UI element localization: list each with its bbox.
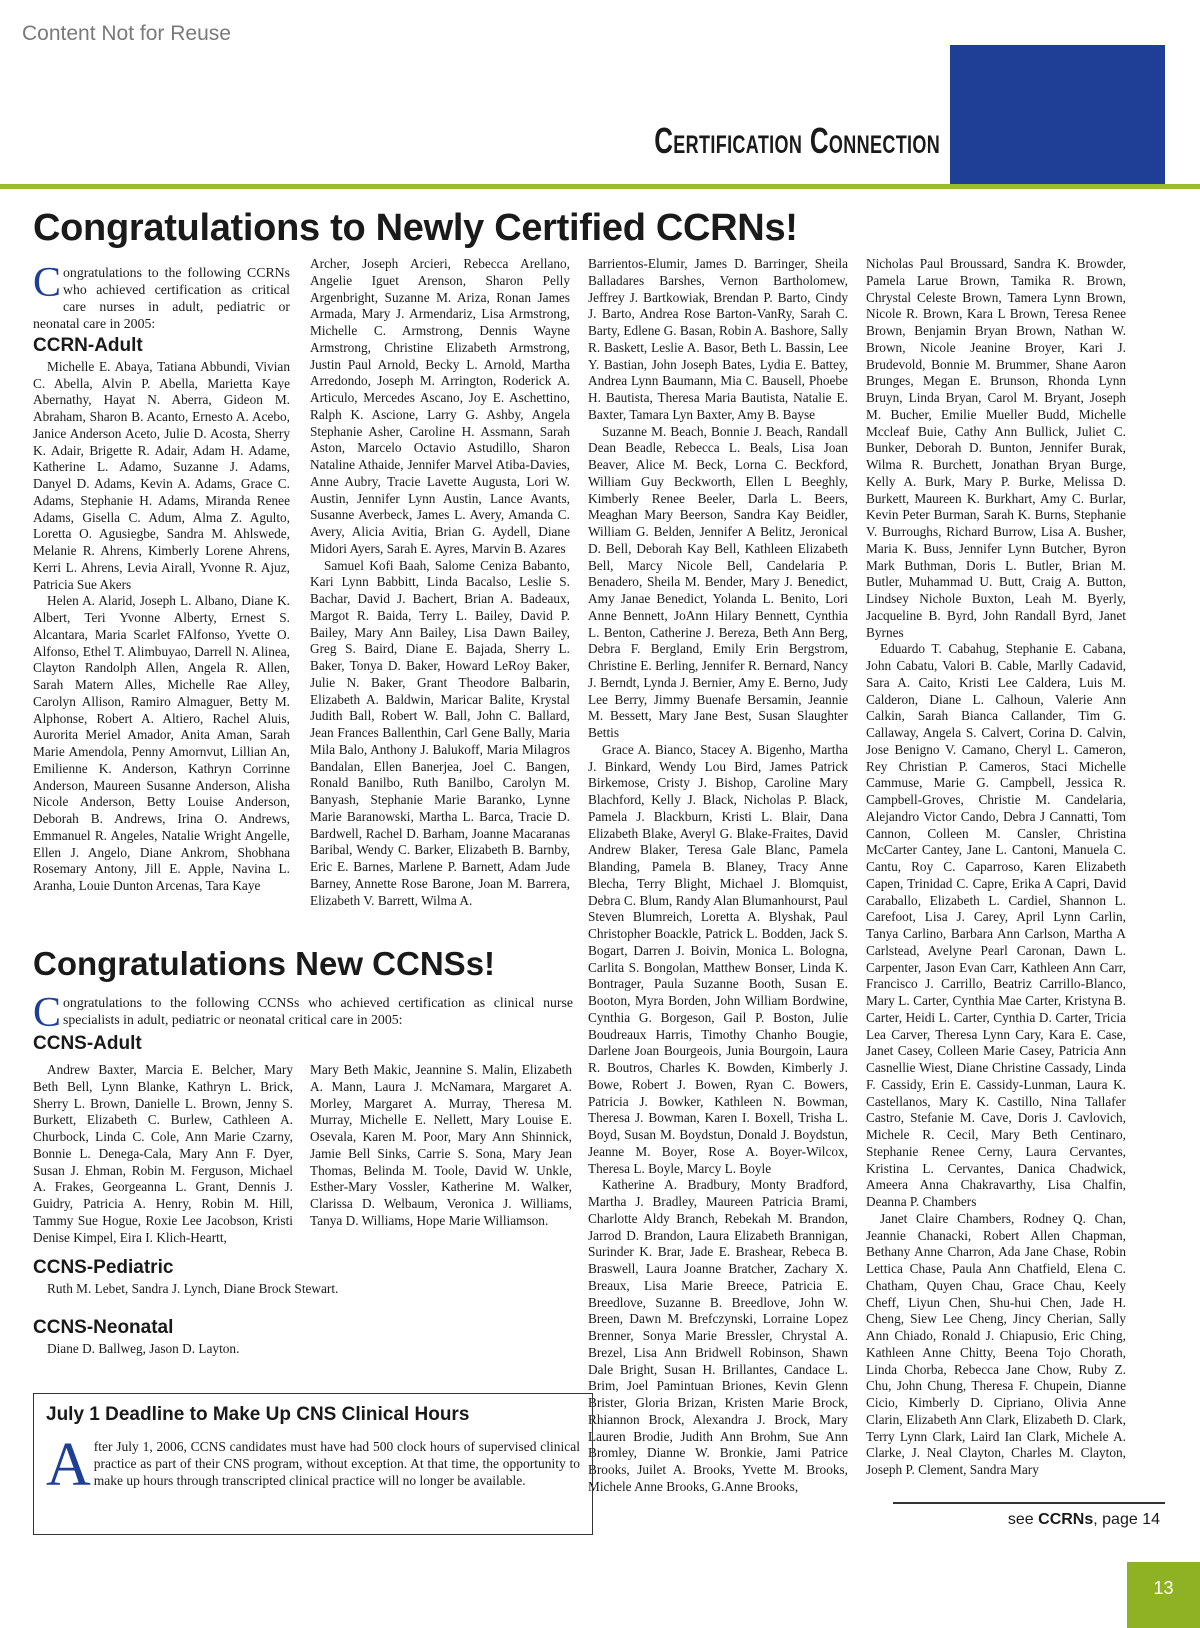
name-paragraph: Archer, Joseph Arcieri, Rebecca Arellano, Angelie Iguet Arenson, Sharon Pelly Argenbright, Suzanne M. Ariza, Ronan James Armada, Mary J. Armendariz, Lisa Armstrong, Michelle C. Armstrong, Dennis Wayne Armstrong, Christine Elizabeth Armstrong, Justin Paul Arnold, Becky L. Arnold, Martha Arredondo, Joseph M. Arrington, Roderick A. Articulo, Mercedes Ascano, Joy E. Aschettino, Ralph K. Ascione, Larry G. Ashby, Angela Stephanie Asher, Caroline H. Assmann, Sarah Aston, Marcelo Octavio Astudillo, Sharon Nataline Athaide, Jennifer Marvel Atiba-Davies, Anne Aubry, Tracie Lavette Augusta, Lori W. Austin, Jennifer Lynn Austin, Lance Avants, Susanne Averbeck, James L. Avery, Amanda C. Avery, Alicia Avitia, Brian G. Aydell, Diane Midori Ayers, Sarah E. Ayres, Marvin B. Azares xyxy=(310,256,570,556)
ccns-neonatal xyxy=(33,1314,573,1358)
deadline-box xyxy=(33,1393,593,1535)
ccrn-column-4 xyxy=(866,256,1126,1479)
watermark: Content Not for Reuse xyxy=(22,22,231,45)
see-ref xyxy=(1008,1511,1160,1529)
name-paragraph: Nicholas Paul Broussard, Sandra K. Browder, Pamela Larue Brown, Tamika R. Brown, Chrystal Celeste Brown, Tamera Lynn Brown, Nicole R. Brown, Kara L Brown, Teresa Renee Brown, Benjamin Bryan Brown, Nathan W. Brown, Nicole Jeanine Broyer, Kari J. Brudevold, Bonnie M. Brummer, Shane Aaron Brunges, Megan E. Brunson, Rhonda Lynn Bruyn, Linda Bryan, Carol M. Bryant, Joseph M. Bucher, Emilie Mueller Budd, Michelle Mccleaf Buie, Cathy Ann Bullick, Juliet C. Bunker, Deborah D. Bunton, Jennifer Burak, Wilma R. Burchett, Jonathan Bryan Burge, Kelly A. Burk, Mary P. Burke, Melissa D. Burkett, Maureen K. Burkhart, Amy C. Burlar, Kevin Peter Burman, Sarah K. Burns, Stephanie V. Burroughs, Richard Burrow, Lisa A. Busher, Maria K. Buss, Jennifer Lynn Butcher, Byron Mark Buthman, Doris L. Butler, Brian M. Butler, Muhammad U. Butt, Craig A. Button, Lindsey Nichole Buxton, Leah M. Byerly, Jacqueline B. Byrd, John Randall Byrd, Janet Byrnes xyxy=(866,256,1126,640)
ccrn-column-2 xyxy=(310,256,570,909)
see-ref-bold: CCRNs xyxy=(1038,1511,1094,1528)
name-paragraph: Barrientos-Elumir, James D. Barringer, Sheila Balladares Barshes, Vernon Bartholomew, Jeffrey J. Bartkowiak, Brendan P. Barto, Cindy J. Barto, Andrea Rose Barton-VanRy, Sarah C. Barty, Edlene G. Basan, Robin A. Bashore, Sally R. Baskett, Leslie A. Basor, Beth L. Bassin, Lee Y. Bastian, John Joseph Bates, Lydia E. Battey, Andrea Lynn Baumann, Mia C. Bausell, Phoebe H. Bautista, Theresa Maria Bautista, Natalie E. Baxter, Tamara Lyn Baxter, Amy B. Bayse xyxy=(588,256,848,422)
ccns-intro-dropcap: C xyxy=(33,990,62,1036)
name-paragraph: Michelle E. Abaya, Tatiana Abbundi, Vivian C. Abella, Alvin P. Abella, Marietta Kaye Abernathy, Hayat N. Aberra, Gideon M. Abraham, Sharon B. Acanto, Ernesto A. Acebo, Janice Anderson Aceto, Julie D. Acosta, Sherry K. Adair, Brigette R. Adair, Adam H. Adame, Katherine L. Adamo, Suzanne J. Adams, Danyel D. Adams, Kevin A. Adams, Grace C. Adams, Stephanie H. Adams, Miranda Renee Adams, Gisella C. Adum, Alma Z. Agulto, Loretta O. Agusiegbe, Sandra M. Ahlswede, Melanie R. Ahrens, Kimberly Lorene Ahrens, Kerri L. Ahrens, Levia Airall, Yvonne R. Ajuz, Patricia Sue Akers xyxy=(33,358,290,592)
deadline-dropcap: A xyxy=(46,1431,91,1499)
name-paragraph: Mary Beth Makic, Jeannine S. Malin, Elizabeth A. Mann, Laura J. McNamara, Margaret A. Morley, Margaret A. Murray, Theresa M. Murray, Michelle E. Nellett, Mary Louise E. Osevala, Karen M. Poor, Mary Ann Shinnick, Jamie Bell Sinks, Carrie S. Sona, Mary Jean Thomas, Belinda M. Toole, David W. Unkle, Esther-Mary Vossler, Katherine M. Walker, Clarissa D. Welbaum, Veronica J. Williams, Tanya D. Williams, Hope Marie Williamson. xyxy=(310,1062,572,1228)
ccns-adult-column-1 xyxy=(33,1062,293,1246)
ccrn-column-1 xyxy=(33,260,290,895)
main-title: Congratulations to Newly Certified CCRNs! xyxy=(33,207,798,249)
ccns-pediatric xyxy=(33,1254,573,1298)
ccrn-intro xyxy=(33,260,290,332)
name-paragraph: Helen A. Alarid, Joseph L. Albano, Diane K. Albert, Teri Yvonne Alberty, Ernest S. Alcantara, Maria Scarlet FAlfonso, Yvette O. Alfonso, Ethel T. Alimbuyao, Darrell N. Alinea, Clayton Randolph Allen, Angela R. Allen, Sarah Matern Alles, Michelle Rae Alley, Carolyn Allison, Ramiro Almaguer, Betty M. Alphonse, Robert A. Altiero, Rachel Aluis, Aurorita Meriel Amador, Anita Aman, Sarah Marie Amendola, Penny Amornvut, Lillian An, Emilienne K. Anderson, Kathryn Corrinne Anderson, Maureen Susanne Anderson, Alisha Nicole Anderson, Betty Louise Anderson, Deborah B. Andrews, Irina O. Andrews, Emmanuel R. Angeles, Natalie Wright Angelle, Ellen J. Angelo, Diane Ankrom, Shobhana Rosemary Antony, Jill E. Apple, Navina L. Aranha, Louie Dunton Arcenas, Tara Kaye xyxy=(33,593,290,893)
name-paragraph: Eduardo T. Cabahug, Stephanie E. Cabana, John Cabatu, Valori B. Cable, Marlly Cadavid, Sara A. Caito, Kristi Lee Caldera, Luis M. Calderon, Diane L. Calhoun, Valerie Ann Calkin, Sarah Bianca Callander, Tim G. Callaway, Angela S. Calvert, Corina D. Calvin, Jose Benigno V. Camano, Cheryl L. Cameron, Rey Christian P. Cameros, Staci Michelle Cammuse, Marie G. Campbell, Jessica R. Campbell-Groves, Christie M. Candelaria, Alejandro Victor Cando, Debra J Cannatti, Tom Cannon, Colleen M. Cansler, Christina McCarter Cantey, Jane L. Cantoni, Manuela C. Cantu, Roy C. Caparroso, Karen Elizabeth Capen, Trinidad C. Capre, Erika A Capri, David Caraballo, Elizabeth L. Cardiel, Shannon L. Carefoot, Lisa J. Carey, April Lynn Carlin, Tanya Carlino, Barbara Ann Carlson, Martha A Carlstead, Avelyne Pearl Caronan, Dawn L. Carpenter, Jason Evan Carr, Kathleen Ann Carr, Francisco J. Carrillo, Beatriz Carrillo-Blanco, Mary L. Carter, Cynthia Mae Carter, Kristyna B. Carter, Heidi L. Carter, Cynthia D. Carter, Tricia Lea Carver, Theresa Lynn Cary, Kara E. Case, Janet Casey, Colleen Marie Casey, Patricia Ann Casnellie Wiest, Diane Christine Cassady, Linda F. Cassidy, Erin E. Cassidy-Lunman, Laura K. Castellanos, Mary K. Castillo, Nina Tallafer Castro, Stefanie M. Cave, Doris J. Cavlovich, Michele R. Cecil, Mary Beth Centinaro, Stephanie Renee Cerny, Laura Cervantes, Kristina L. Cervantes, Danica Chadwick, Ameera Anna Chakravarthy, Lisa Chalfin, Deanna P. Chambers xyxy=(866,641,1126,1209)
ccns-pediatric-heading: CCNS-Pediatric xyxy=(33,1257,174,1278)
name-paragraph: Samuel Kofi Baah, Salome Ceniza Babanto, Kari Lynn Babbitt, Linda Bacalso, Leslie S. Bachar, David J. Bachert, Brian A. Badeaux, Margot R. Baida, Terry L. Bailey, David P. Bailey, Mary Ann Bailey, Lisa Dawn Bailey, Greg S. Baird, Diane E. Bajada, Sherry L. Baker, Tonya D. Baker, Howard LeRoy Baker, Julie N. Baker, Grant Theodore Balbarin, Elizabeth A. Baldwin, Maricar Balite, Krystal Judith Ball, Robert W. Ball, John C. Ballard, Jean Frances Ballenthin, Carl Gene Bally, Maria Mila Balo, Anthony J. Balukoff, Maria Milagros Bandalan, Ellen Banerjea, Joel C. Bangen, Ronald Banilbo, Ruth Banilbo, Carolyn M. Banyash, Stephanie Marie Baranko, Lynne Marie Baranowski, Martha L. Barca, Tracie D. Bardwell, Rachel D. Barham, Joanne Macaranas Baribal, Wendy C. Barker, Elizabeth B. Barnby, Eric E. Barnes, Marlene P. Barnett, Adam Jude Barney, Annette Rose Barone, Joan M. Barrera, Elizabeth V. Barrett, Wilma A. xyxy=(310,557,570,908)
see-ref-rule xyxy=(893,1502,1165,1504)
ccns-adult-heading: CCNS-Adult xyxy=(33,1033,142,1054)
ccrn-intro-dropcap: C xyxy=(33,260,62,306)
deadline-box-body xyxy=(46,1431,580,1499)
page-number: 13 xyxy=(1127,1562,1200,1628)
ccns-adult-column-2 xyxy=(310,1062,572,1230)
deadline-text: fter July 1, 2006, CCNS candidates must have had 500 clock hours of supervised clinical practice as part of their CNS program, without exception. At that time, the opportunity to make up hours through transcripted clinical practice will no longer be available. xyxy=(93,1439,580,1488)
ccns-intro-text: ongratulations to the following CCNSs who achieved certification as clinical nurse specialists in adult, pediatric or neonatal critical care in 2005: xyxy=(63,995,573,1027)
ccns-intro xyxy=(33,990,573,1036)
section-title: Certification Connection xyxy=(654,120,940,161)
name-paragraph: Janet Claire Chambers, Rodney Q. Chan, Jeannie Chanacki, Robert Allen Chapman, Bethany Anne Charron, Ada Jane Chase, Robin Lettica Chase, Paula Ann Chatfield, Elena C. Chatham, Quyen Chau, Grace Chau, Keely Cheff, Liyun Chen, Shu-hui Chen, Jade H. Cheng, Siew Lee Cheng, Jincy Cherian, Sally Ann Chiado, Ronald J. Chiapusio, Eric Ching, Kathleen Anne Chitty, Beena Tojo Chorath, Linda Chorba, Rebecca Jane Chow, Ruby Z. Chu, John Chung, Theresa F. Chupein, Dianne Cicio, Kimberly D. Cipriano, Olivia Anne Clarin, Elizabeth Ann Clark, Elizabeth D. Clark, Terry Lynn Clark, Laird Ian Clark, Michele A. Clarke, J. Neal Clayton, Charles M. Clayton, Joseph P. Clement, Sandra Mary xyxy=(866,1210,1126,1477)
ccrn-adult-heading: CCRN-Adult xyxy=(33,335,143,356)
ccns-neonatal-heading: CCNS-Neonatal xyxy=(33,1317,174,1338)
see-ref-suffix: , page 14 xyxy=(1093,1511,1160,1528)
see-ref-prefix: see xyxy=(1007,1511,1039,1528)
name-paragraph: Suzanne M. Beach, Bonnie J. Beach, Randall Dean Beadle, Rebecca L. Beals, Lisa Joan Beaver, Alice M. Beck, Lorna C. Beckford, William Guy Beckworth, Ellen L Beeghly, Kimberly Renee Beeler, Darla L. Beers, Meaghan Mary Beerson, Sandra Kay Beidler, William G. Belden, Jennifer A Belitz, Jeronical D. Bell, Deborah Kay Bell, Kathleen Elizabeth Bell, Marcy Nicole Bell, Candelaria P. Benadero, Sheila M. Bender, Mary J. Benedict, Amy Janae Benedict, Yolanda L. Benito, Lori Anne Bennett, JoAnn Hilary Bennett, Cynthia L. Benton, Catherine J. Bereza, Beth Ann Berg, Debra F. Bergland, Emily Erin Bergstrom, Christine E. Berling, Jennifer R. Bernard, Nancy J. Berndt, Lynda J. Bernier, Amy E. Berno, Judy Lee Berry, Jimmy Buenafe Bersamin, Jeannie M. Bessett, Mary Jane Best, Susan Slaughter Bettis xyxy=(588,423,848,740)
name-paragraph: Katherine A. Bradbury, Monty Bradford, Martha J. Bradley, Maureen Patricia Brami, Charlotte Aldy Branch, Rebekah M. Brandon, Jarrod D. Brandon, Laura Elizabeth Brannigan, Surinder K. Brar, Jade E. Brashear, Rebeca B. Braswell, Laura Joanne Bratcher, Zachary X. Breaux, Lisa Marie Breece, Patricia E. Breedlove, Suzanne B. Breedlove, John W. Breen, Dawn M. Brefczynski, Lorraine Lopez Brenner, Sonya Marie Bressler, Chrystal A. Brezel, Lisa Ann Bridwell Robinson, Shawn Dale Bright, Susan H. Brillantes, Candace L. Brim, Joel Pamintuan Briones, Kevin Glenn Brister, Gloria Brizan, Kristen Marie Brock, Rhiannon Brock, Alexandra J. Brock, Mary Lauren Brodie, Judith Ann Brohm, Sue Ann Bromley, Dianne W. Bronkie, Jami Patrice Brooks, Juilet A. Brooks, Yvette M. Brooks, Michele Anne Brooks, G.Anne Brooks, xyxy=(588,1177,848,1494)
ccns-title: Congratulations New CCNSs! xyxy=(33,945,496,982)
name-paragraph: Diane D. Ballweg, Jason D. Layton. xyxy=(47,1340,240,1356)
name-paragraph: Ruth M. Lebet, Sandra J. Lynch, Diane Brock Stewart. xyxy=(47,1280,339,1296)
name-paragraph: Andrew Baxter, Marcia E. Belcher, Mary Beth Bell, Lynn Blanke, Kathryn L. Brick, Sherry L. Brown, Danielle L. Brown, Jenny S. Burkett, Elizabeth C. Burlew, Cathleen A. Churbock, Linda C. Cole, Ann Marie Czarny, Bonnie L. Denega-Cala, Mary Ann F. Dyer, Susan J. Ehman, Robin M. Ferguson, Michael A. Frakes, Georgeanna L. Grant, Dennis J. Guidry, Patricia A. Henry, Robin M. Hill, Tammy Sue Hogue, Roxie Lee Jacobson, Kristi Denise Kimpel, Eira I. Klich-Heartt, xyxy=(33,1062,293,1245)
header-rule xyxy=(0,184,1200,189)
ccrn-intro-text: ongratulations to the following CCRNs who achieved certification as critical care nurses in adult, pediatric or neonatal care in 2005: xyxy=(33,265,290,331)
name-paragraph: Grace A. Bianco, Stacey A. Bigenho, Martha J. Binkard, Wendy Lou Bird, James Patrick Birkemose, Cristy J. Bishop, Caroline Mary Blachford, Kelly J. Black, Nicholas P. Black, Pamela J. Blackburn, Kristi L. Blair, Dana Elizabeth Blake, Averyl G. Blake-Fraites, David Andrew Blaker, Teresa Gale Blanc, Pamela Blanding, Pamela B. Blaney, Tracy Anne Blecha, Terry Blight, Michael J. Blomquist, Debra C. Blum, Randy Alan Blumanhourst, Paul Steven Blumreich, Loretta A. Blyshak, Paul Christopher Boackle, Patrick L. Bodden, Jack S. Bogart, Darren J. Boivin, Monica L. Bologna, Carlita S. Bongolan, Matthew Bonser, Linda K. Bontrager, Paula Suzanne Booth, Susan E. Booton, Myra Borden, John William Bordwine, Cynthia G. Borgeson, Gail P. Boston, Julie Boudreaux Harris, Timothy Chanho Bougie, Darlene Joan Bourgeois, Junia Bourgoin, Laura R. Boutros, Charles K. Bowden, Kimberly J. Bowe, Robert J. Bowen, Ryan C. Bowers, Patricia J. Bowker, Kathleen N. Bowman, Theresa J. Bowman, Karen I. Boxell, Trisha L. Boyd, Susan M. Boydstun, Donald J. Boydstun, Jeanne M. Boyer, Rose A. Boyer-Wilcox, Theresa L. Boyle, Marcy L. Boyle xyxy=(588,741,848,1176)
ccrn-column-3 xyxy=(588,256,848,1496)
header-blue-block xyxy=(950,45,1165,184)
deadline-box-title: July 1 Deadline to Make Up CNS Clinical Hours xyxy=(46,1404,470,1425)
ccns-adult-heading-wrap xyxy=(33,1030,573,1057)
